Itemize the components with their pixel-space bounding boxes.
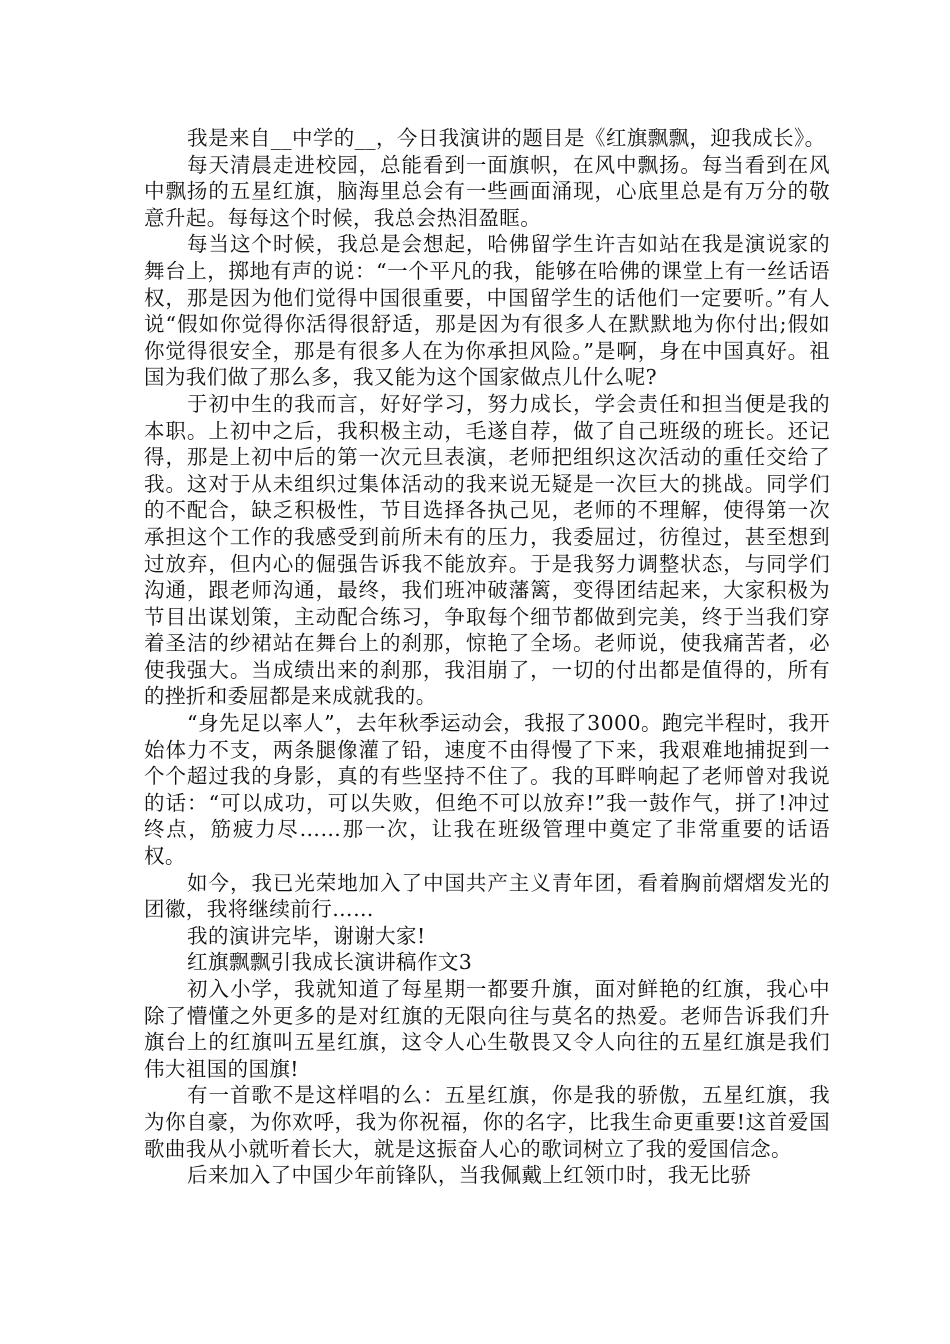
paragraph-young-pioneers: 后来加入了中国少年前锋队，当我佩戴上红领巾时，我无比骄 [187, 1163, 752, 1188]
section-heading: 红旗飘飘引我成长演讲稿作文3 [187, 950, 473, 975]
paragraph-intro: 我是来自__中学的__，今日我演讲的题目是《红旗飘飘，迎我成长》。 [187, 126, 826, 150]
paragraph-harvard-speech: 每当这个时候，我总是会想起，哈佛留学生许吉如站在我是演说家的舞台上，掷地有声的说：“一个平凡的我，能够在哈佛的课堂上有一丝话语权，那是因为他们觉得中国很重要，中国留学生的话他们一定要听。”有人说“假如你觉得你活得很舒适，那是因为有很多人在默默地为你付出;假如你觉得很安全，那是有很多人在为你承担风险。”是啊，身在中国真好。祖国为我们做了那么多，我又能为这个国家做点儿什么呢? [144, 232, 830, 390]
paragraph-campus-flag: 每天清晨走进校园，总能看到一面旗帜，在风中飘扬。每当看到在风中飘扬的五星红旗，脑海里总会有一些画面涌现，心底里总是有万分的敬意升起。每每这个时候，我总会热泪盈眶。 [144, 152, 830, 230]
document-body [144, 125, 830, 1189]
paragraph-class-monitor: 于初中生的我而言，好好学习，努力成长，学会责任和担当便是我的本职。上初中之后，我积极主动，毛遂自荐，做了自己班级的班长。还记得，那是上初中后的第一次元旦表演，老师把组织这次活动的重任交给了我。这对于从未组织过集体活动的我来说无疑是一次巨大的挑战。同学们的不配合，缺乏积极性，节目选择各执己见，老师的不理解，使得第一次承担这个工作的我感受到前所未有的压力，我委屈过，彷徨过，甚至想到过放弃，但内心的倔强告诉我不能放弃。于是我努力调整状态，与同学们沟通，跟老师沟通，最终，我们班冲破藩篱，变得团结起来，大家积极为节目出谋划策，主动配合练习，争取每个细节都做到完美，终于当我们穿着圣洁的纱裙站在舞台上的刹那，惊艳了全场。老师说，使我痛苦者，必使我强大。当成绩出来的刹那，我泪崩了，一切的付出都是值得的，所有的挫折和委屈都是来成就我的。 [144, 391, 830, 709]
paragraph-song: 有一首歌不是这样唱的么：五星红旗，你是我的骄傲，五星红旗，我为你自豪，为你欢呼，我为你祝福，你的名字，比我生命更重要!这首爱国歌曲我从小就听着长大，就是这振奋人心的歌词树立了我的爱国信念。 [144, 1083, 830, 1161]
paragraph-youth-league: 如今，我已光荣地加入了中国共产主义青年团，看着胸前熠熠发光的团徽，我将继续前行…… [144, 870, 830, 922]
paragraph-primary-school: 初入小学，我就知道了每星期一都要升旗，面对鲜艳的红旗，我心中除了懵懂之外更多的是对红旗的无限向往与莫名的热爱。老师告诉我们升旗台上的红旗叫五星红旗，这令人心生敬畏又令人向往的五星红旗是我们伟大祖国的国旗! [144, 977, 830, 1081]
paragraph-closing: 我的演讲完毕，谢谢大家! [187, 923, 426, 948]
paragraph-sports-meet: “身先足以率人”，去年秋季运动会，我报了3000。跑完半程时，我开始体力不支，两条腿像灌了铅，速度不由得慢了下来，我艰难地捕捉到一个个超过我的身影，真的有些坚持不住了。我的耳畔响起了老师曾对我说的话：“可以成功，可以失败，但绝不可以放弃!”我一鼓作气，拼了!冲过终点，筋疲力尽……那一次，让我在班级管理中奠定了非常重要的话语权。 [144, 711, 830, 869]
